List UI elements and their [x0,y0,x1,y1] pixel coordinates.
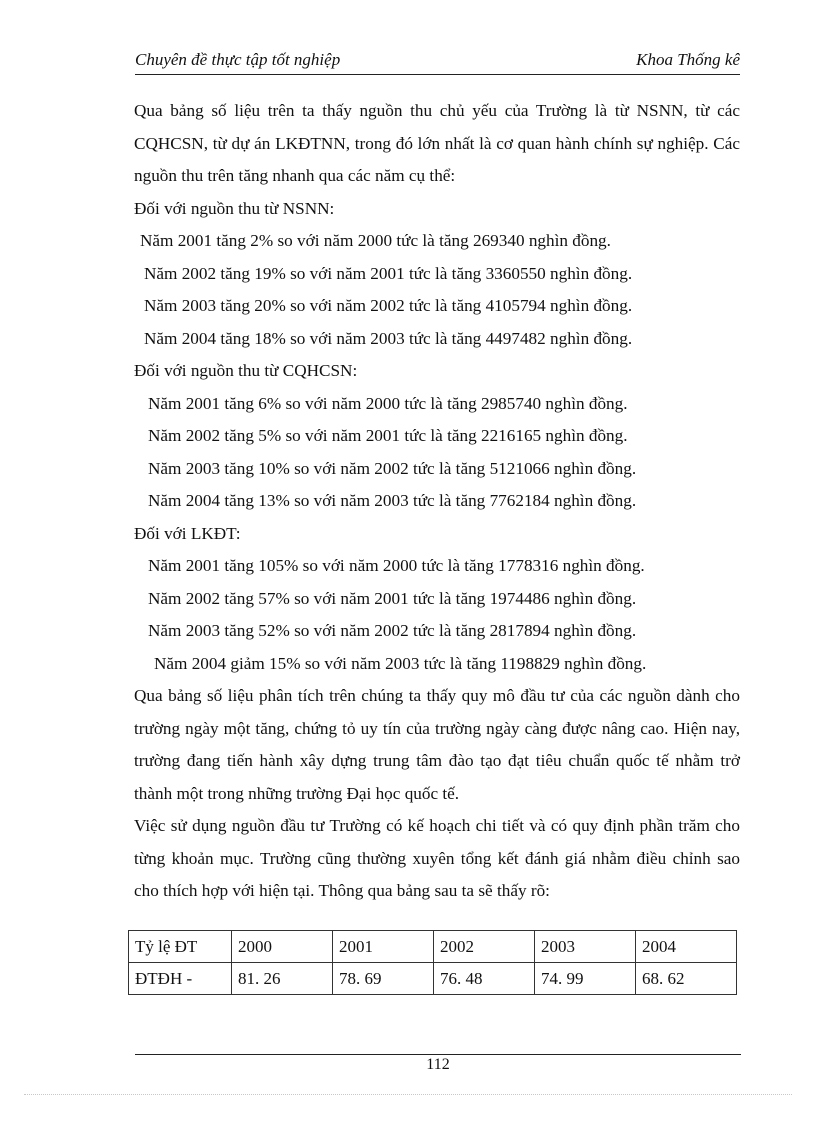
list-item: Năm 2001 tăng 105% so với năm 2000 tức là tăng 1778316 nghìn đồng. [148,556,645,575]
section-heading-lkdt: Đối với LKĐT: [134,523,241,543]
list-item: Năm 2002 tăng 19% so với năm 2001 tức là tăng 3360550 nghìn đồng. [144,263,633,283]
page-header [135,50,740,75]
table-row [129,963,737,995]
list-item: Năm 2001 tăng 2% so với năm 2000 tức là tăng 269340 nghìn đồng. [140,231,611,250]
table-cell: 81. 26 [232,963,333,995]
investment-ratio-table [128,930,737,995]
table-cell: 68. 62 [636,963,737,995]
list-item: Năm 2003 tăng 52% so với năm 2002 tức là tăng 2817894 nghìn đồng. [148,621,637,640]
section-heading-cqhcsn: Đối với nguồn thu từ CQHCSN: [134,361,358,380]
page-number: 112 [426,1056,450,1073]
table-cell: 74. 99 [535,963,636,995]
table-cell: Tỷ lệ ĐT [129,931,232,963]
table-header-row [129,931,737,963]
table-cell: 2002 [434,931,535,963]
table-cell: 2004 [636,931,737,963]
header-title: Chuyên đề thực tập tốt nghiệp [135,50,341,69]
header-department: Khoa Thống kê [636,50,740,69]
list-item: Năm 2003 tăng 10% so với năm 2002 tức là tăng 5121066 nghìn đồng. [148,458,637,478]
list-item: Năm 2001 tăng 6% so với năm 2000 tức là tăng 2985740 nghìn đồng. [148,393,628,413]
list-item: Năm 2004 tăng 13% so với năm 2003 tức là tăng 7762184 nghìn đồng. [148,491,637,510]
table-cell: 2000 [232,931,333,963]
table-cell: 78. 69 [333,963,434,995]
table-cell: 76. 48 [434,963,535,995]
list-item: Năm 2004 giảm 15% so với năm 2003 tức là tăng 1198829 nghìn đồng. [154,653,647,673]
usage-paragraph: Việc sử dụng nguồn đầu tư Trường có kế hoạch chi tiết và có quy định phần trăm cho từng khoản mục. Trường cũng thường xuyên tổng kết đánh giá nhằm điều chỉnh sao cho thích hợp với hiện tại. Thông qua bảng sau ta sẽ thấy rõ: [134,816,740,900]
table-cell: 2001 [333,931,434,963]
analysis-paragraph: Qua bảng số liệu phân tích trên chúng ta thấy quy mô đầu tư của các nguồn dành cho trường ngày một tăng, chứng tỏ uy tín của trường ngày càng được nâng cao. Hiện nay, trường đang tiến hành xây dựng trung tâm đào tạo đạt tiêu chuẩn quốc tế nhằm trở thành một trong những trường Đại học quốc tế. [134,686,740,803]
list-item: Năm 2003 tăng 20% so với năm 2002 tức là tăng 4105794 nghìn đồng. [144,296,633,315]
section-heading-nsnn: Đối với nguồn thu từ NSNN: [134,198,335,218]
intro-paragraph: Qua bảng số liệu trên ta thấy nguồn thu chủ yếu của Trường là từ NSNN, từ các CQHCSN, từ dự án LKĐTNN, trong đó lớn nhất là cơ quan hành chính sự nghiệp. Các nguồn thu trên tăng nhanh qua các năm cụ thể: [134,101,740,185]
list-item: Năm 2002 tăng 57% so với năm 2001 tức là tăng 1974486 nghìn đồng. [148,588,637,608]
page-edge-divider [24,1094,792,1095]
table-cell: 2003 [535,931,636,963]
list-item: Năm 2004 tăng 18% so với năm 2003 tức là tăng 4497482 nghìn đồng. [144,328,633,348]
page-body [134,95,740,908]
footer-divider [135,1054,741,1055]
table-cell: ĐTĐH - [129,963,232,995]
list-item: Năm 2002 tăng 5% so với năm 2001 tức là tăng 2216165 nghìn đồng. [148,426,628,445]
